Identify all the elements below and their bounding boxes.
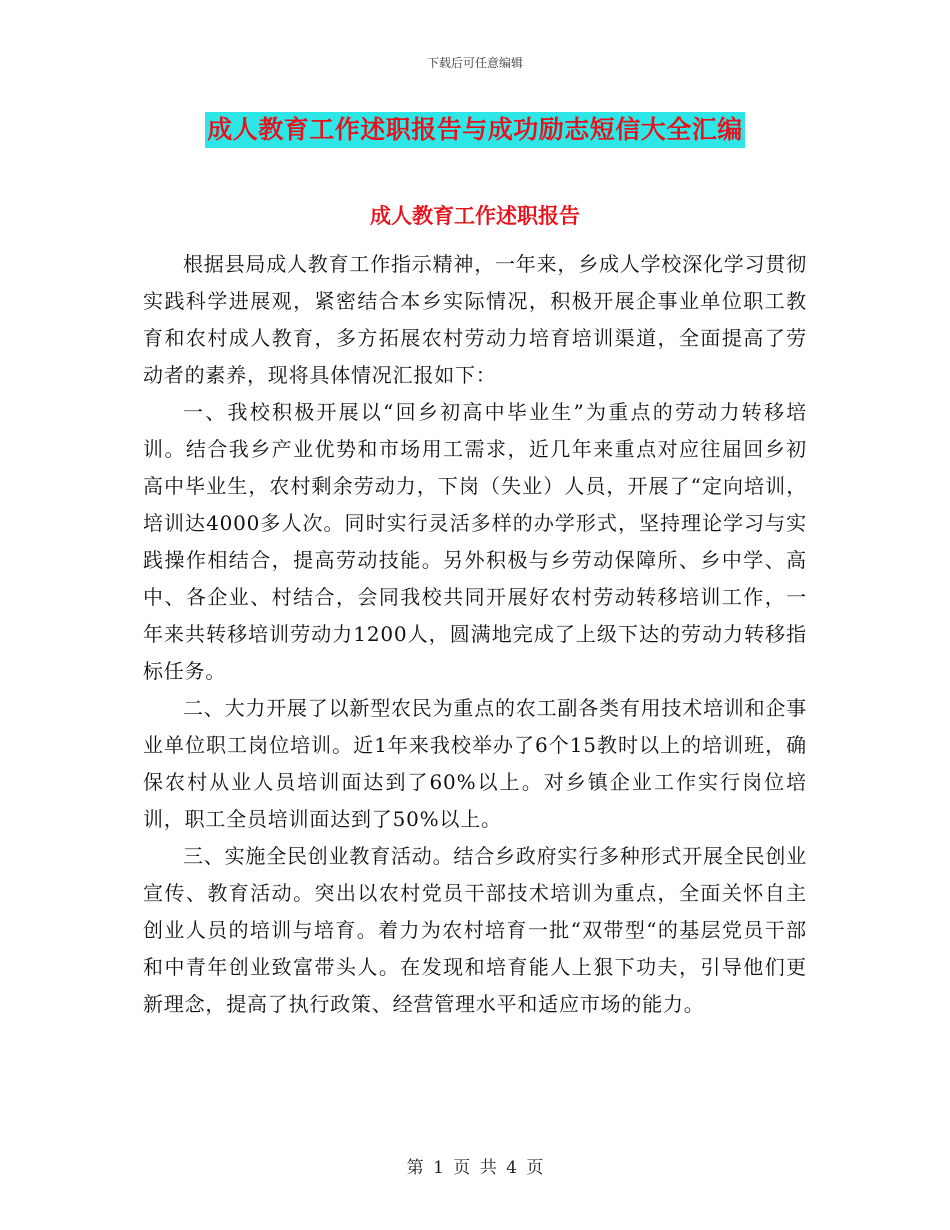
- paragraph-point-2: 二、大力开展了以新型农民为重点的农工副各类有用技术培训和企事业单位职工岗位培训。近1年来我校举办了6个15教时以上的培训班，确保农村从业人员培训面达到了60%以上。对乡镇企业工作实行岗位培训，职工全员培训面达到了50%以上。: [143, 696, 807, 831]
- main-title-container: [0, 112, 950, 148]
- paragraph-point-3: 三、实施全民创业教育活动。结合乡政府实行多种形式开展全民创业宣传、教育活动。突出以农村党员干部技术培训为重点，全面关怀自主创业人员的培训与培育。着力为农村培育一批“双带型“的基层党员干部和中青年创业致富带头人。在发现和培育能人上狠下功夫，引导他们更新理念，提高了执行政策、经营管理水平和适应市场的能力。: [143, 844, 807, 1016]
- section-title: 成人教育工作述职报告: [370, 204, 580, 228]
- paragraph-intro: 根据县局成人教育工作指示精神，一年来，乡成人学校深化学习贯彻实践科学进展观，紧密结合本乡实际情况，积极开展企事业单位职工教育和农村成人教育，多方拓展农村劳动力培育培训渠道，全面提高了劳动者的素养，现将具体情况汇报如下：: [143, 252, 807, 387]
- main-title: 成人教育工作述职报告与成功励志短信大全汇编: [205, 112, 745, 148]
- paragraph-point-1: 一、我校积极开展以“回乡初高中毕业生”为重点的劳动力转移培训。结合我乡产业优势和市场用工需求，近几年来重点对应往届回乡初高中毕业生，农村剩余劳动力，下岗（失业）人员，开展了“定向培训，培训达4000多人次。同时实行灵活多样的办学形式，坚持理论学习与实践操作相结合，提高劳动技能。另外积极与乡劳动保障所、乡中学、高中、各企业、村结合，会同我校共同开展好农村劳动转移培训工作，一年来共转移培训劳动力1200人，圆满地完成了上级下达的劳动力转移指标任务。: [143, 400, 807, 683]
- page-footer: 第 1 页 共 4 页: [406, 1158, 544, 1178]
- body-text: [143, 246, 807, 1023]
- header-note: 下载后可任意编辑: [426, 56, 523, 70]
